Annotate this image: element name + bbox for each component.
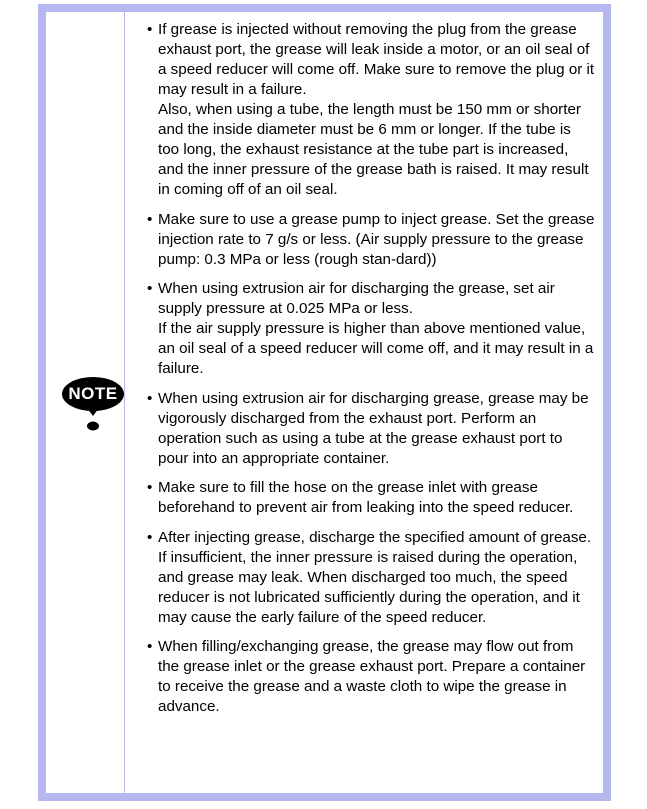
paragraph-text: Also, when using a tube, the length must be 150 mm or shorter and the inside diameter must be 6 mm or longer. If the tube is too long, the exhaust resistance at the tube part is increased, and the inner pressure of the grease bath is raised. It may result in coming off of an oil seal. xyxy=(158,101,589,198)
paragraph-text: When using extrusion air for discharging the grease, set air supply pressure at 0.025 MPa or less. xyxy=(158,280,555,317)
list-item xyxy=(145,528,595,628)
note-box xyxy=(38,4,611,801)
note-list xyxy=(145,20,595,727)
bullet: • xyxy=(147,280,153,297)
bullet: • xyxy=(147,638,153,655)
paragraph-text: When filling/exchanging grease, the grease may flow out from the grease inlet or the grease exhaust port. Prepare a container to receive the grease and a waste cloth to wipe the grease in advance. xyxy=(158,638,586,715)
bullet: • xyxy=(147,21,153,38)
list-item xyxy=(145,478,595,518)
note-speech-bubble-icon xyxy=(61,376,125,436)
paragraph-text: Make sure to fill the hose on the grease inlet with grease beforehand to prevent air from leaking into the speed reducer. xyxy=(158,479,574,516)
paragraph-text: When using extrusion air for discharging grease, grease may be vigorously discharged from the exhaust port. Perform an operation such as using a tube at the grease exhaust port to pour into an appropriate container. xyxy=(158,389,589,467)
bullet: • xyxy=(147,528,153,546)
note-label: NOTE xyxy=(68,384,118,403)
list-item xyxy=(145,637,595,717)
list-item xyxy=(145,389,595,469)
list-item xyxy=(145,279,595,379)
bullet: • xyxy=(147,479,153,496)
list-item xyxy=(145,20,595,200)
bullet: • xyxy=(147,389,153,407)
paragraph-text: If the air supply pressure is higher than above mentioned value, an oil seal of a speed reducer will come off, and it may result in a failure. xyxy=(158,320,594,377)
paragraph-text: After injecting grease, discharge the specified amount of grease. If insufficient, the inner pressure is raised during the operation, and grease may leak. When discharged too much, the speed reducer is not lubricated sufficiently during the operation, and it may cause the early failure of the speed reducer. xyxy=(158,528,592,626)
paragraph-text: Make sure to use a grease pump to inject grease. Set the grease injection rate to 7 g/s or less. (Air supply pressure to the grease pump: 0.3 MPa or less (rough stan-dard)) xyxy=(158,210,595,268)
paragraph-text: If grease is injected without removing the plug from the grease exhaust port, the grease will leak inside a motor, or an oil seal of a speed reducer will come off. Make sure to remove the plug or it may result in a failure. xyxy=(158,21,595,98)
bullet: • xyxy=(147,210,153,228)
list-item xyxy=(145,210,595,270)
